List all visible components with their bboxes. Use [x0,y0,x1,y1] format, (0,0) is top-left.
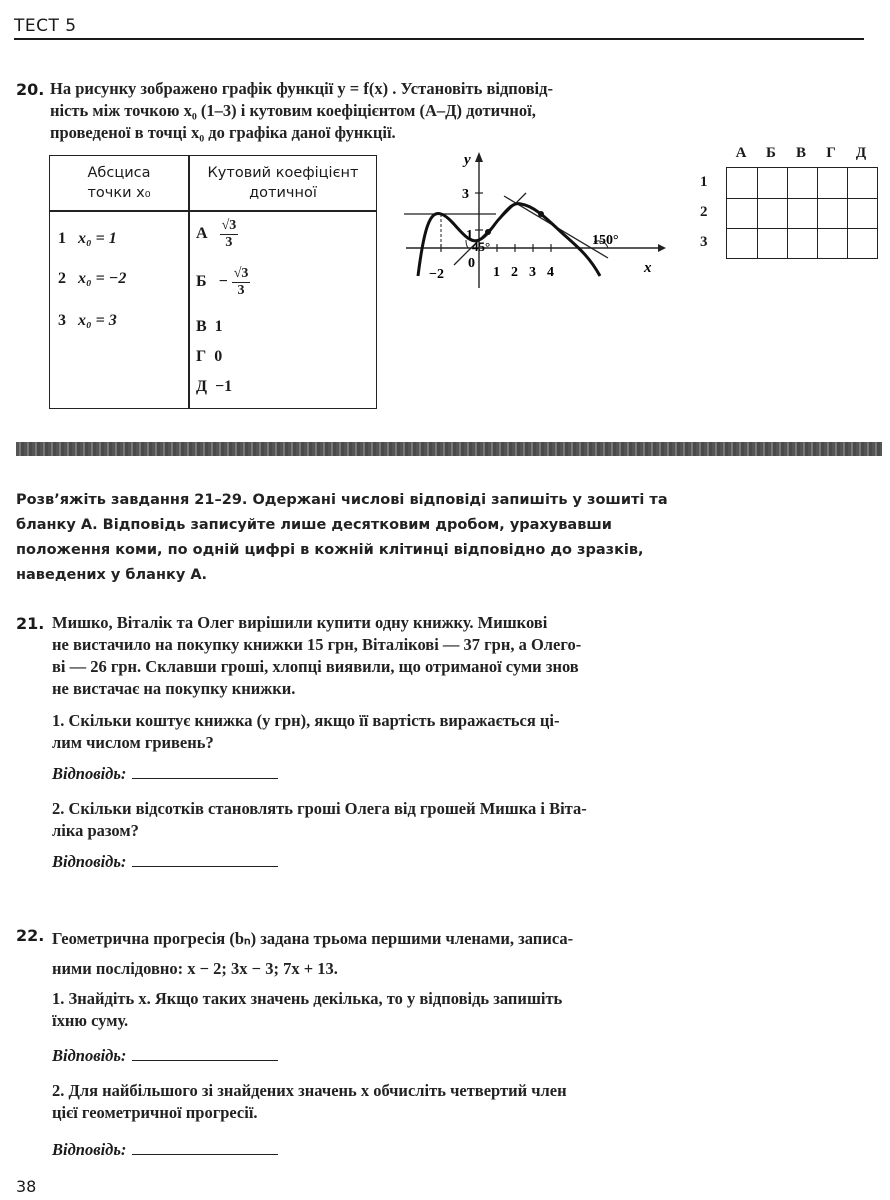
grid-cells[interactable] [726,167,878,259]
q21-sub2: 2. Скільки відсотків становлять гроші Олега від грошей Мишка і Віта- ліка разом? [52,799,587,840]
grid-col-a: А [735,145,747,161]
origin-label: 0 [468,256,475,271]
option-b-fraction: $\frac{√3}{3}$ [233,266,249,298]
table-row-1-left: 1 x₀ = 1 [58,230,117,247]
grid-row-1: 1 [700,174,708,190]
angle-label-150: 150° [592,233,619,248]
q21-answer-2: Відповідь: [52,852,278,872]
x-axis-label: x [644,260,652,276]
x-tick-label-minus2: −2 [429,267,444,282]
table-row-2-left: 2 x₀ = −2 [58,270,127,287]
grid-col-g: Г [826,145,836,161]
grid-row-3: 3 [700,234,708,250]
y-axis-label: y [464,152,471,168]
q20-match-table [49,155,377,409]
y-axis-arrow [475,152,483,162]
q20-line-1: На рисунку зображено графік функції y = f(x) . Установіть відповід- [50,79,553,98]
option-v: В 1 [196,318,223,335]
table-header-divider [50,210,376,212]
q22-answer-2-line[interactable] [132,1140,278,1155]
q20-number: 20. [16,80,45,99]
q20-line-2: ність між точкою x₀ (1–3) і кутовим коефіцієнтом (А–Д) дотичної, [50,101,536,120]
q22-sub1: 1. Знайдіть x. Якщо таких значень декілька, то у відповідь запишіть їхню суму. [52,989,563,1030]
q21-answer-2-line[interactable] [132,852,278,867]
q20-function-graph [396,148,666,288]
point-x1 [485,229,491,235]
table-header-abscissa: Абсциса точки x₀ [87,165,151,201]
x-tick-label-1: 1 [493,265,500,280]
q21-sub1: 1. Скільки коштує книжка (у грн), якщо її вартість виражається ці- лим числом гривень? [52,711,560,752]
option-a: А $\frac{√3}{3}$ [196,218,237,250]
grid-col-v: В [795,145,806,161]
option-d: Д −1 [196,378,233,395]
grid-col-b: Б [766,145,776,161]
page-header [14,16,864,40]
q20-text [50,78,680,144]
x-axis-arrow [658,244,666,252]
q22-number: 22. [16,926,45,945]
instructions-21-29: Розв’яжіть завдання 21–29. Одержані числові відповіді запишіть у зошиті та бланку А. Відповідь записуйте лише десятковим дробом, урахувавши положення коми, по одній цифрі в кожній клітинці відповідно до зразків, наведених у бланку А. [16,492,668,583]
grid-row-2: 2 [700,204,708,220]
test-title: ТЕСТ 5 [14,16,77,36]
x-tick-label-4: 4 [547,265,554,280]
q21-answer-1-line[interactable] [132,764,278,779]
q21-number: 21. [16,614,45,633]
angle-label-45: 45° [472,239,491,254]
y-tick-label-1: 1 [466,228,473,243]
q21-answer-1: Відповідь: [52,764,278,784]
y-tick-label-3: 3 [462,187,469,202]
grid-col-d: Д [855,145,867,161]
table-row-3-left: 3 x₀ = 3 [58,312,117,329]
q22-text: Геометрична прогресія (bₙ) задана трьома першими членами, записа- ними послідовно: x − 2; 3x − 3; 7x + 13. [52,929,574,978]
x-tick-label-3: 3 [529,265,536,280]
q21-text: Мишко, Віталік та Олег вирішили купити одну книжку. Мишкові не вистачило на покупку книжки 15 грн, Віталікові — 37 грн, а Олего- ві — 26 грн. Склавши гроші, хлопці виявили, що отриманої суми знов не вистачає на покупку книжки. [52,613,582,698]
q22-answer-1: Відповідь: [52,1046,278,1066]
option-b: Б − $\frac{√3}{3}$ [196,266,249,298]
page-number: 38 [16,1177,37,1196]
option-a-fraction: $\frac{√3}{3}$ [221,218,237,250]
section-divider-bar [16,442,882,456]
point-x3 [538,211,544,217]
option-g: Г 0 [196,348,223,365]
q22-sub2: 2. Для найбільшого зі знайдених значень x обчисліть четвертий член цієї геометричної прогресії. [52,1081,567,1122]
q22-answer-2: Відповідь: [52,1140,278,1160]
x-tick-label-2: 2 [511,265,518,280]
table-header-slope: Кутовий коефіцієнт дотичної [207,165,359,201]
q22-answer-1-line[interactable] [132,1046,278,1061]
q20-line-3: проведеної в точці x₀ до графіка даної функції. [50,123,396,142]
